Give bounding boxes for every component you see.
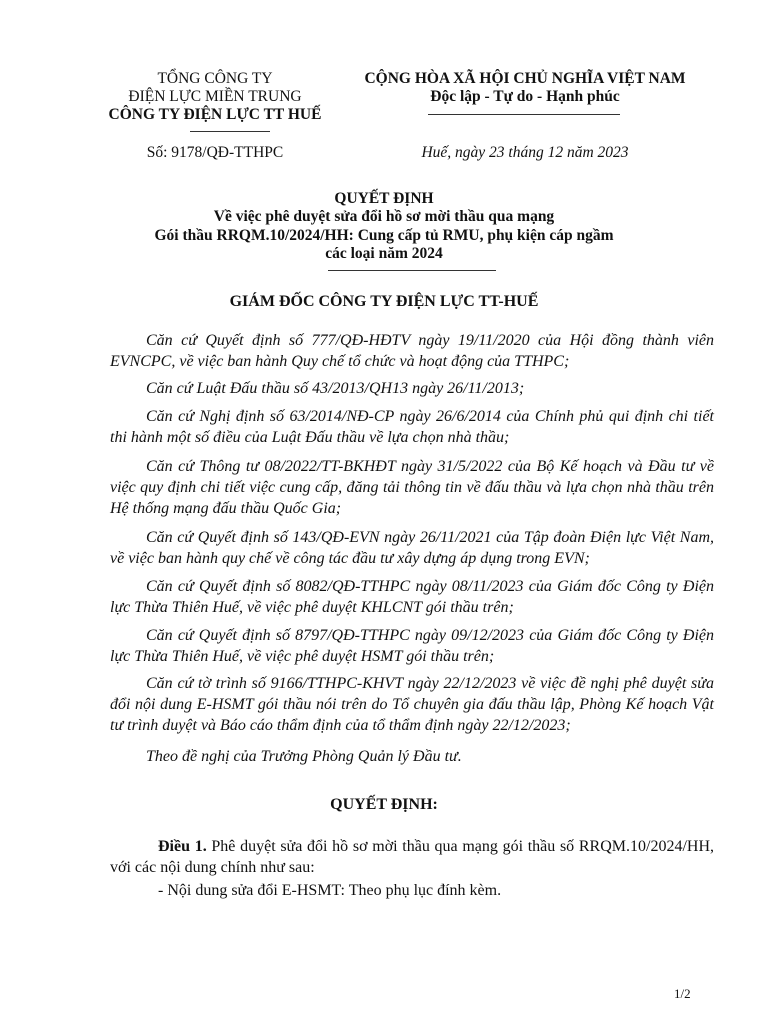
org-parent: TỔNG CÔNG TY bbox=[157, 70, 273, 87]
org-parent-region: ĐIỆN LỰC MIỀN TRUNG bbox=[128, 88, 302, 105]
document-subject-line-2: Gói thầu RRQM.10/2024/HH: Cung cấp tủ RMU, phụ kiện cáp ngầm bbox=[154, 227, 614, 244]
national-title: CỘNG HÒA XÃ HỘI CHỦ NGHĨA VIỆT NAM bbox=[364, 70, 686, 87]
document-number: Số: 9178/QĐ-TTHPC bbox=[146, 144, 284, 161]
national-motto: Độc lập - Tự do - Hạnh phúc bbox=[430, 88, 620, 105]
ground-paragraph: Căn cứ Luật Đấu thầu số 43/2013/QH13 ngày 26/11/2013; bbox=[146, 380, 525, 397]
document-subject-line-1: Về việc phê duyệt sửa đổi hồ sơ mời thầu qua mạng bbox=[213, 208, 555, 225]
title-rule bbox=[328, 270, 496, 271]
article-1-item: - Nội dung sửa đổi E-HSMT: Theo phụ lục đính kèm. bbox=[158, 882, 502, 899]
article-1-label: Điều 1. bbox=[158, 838, 207, 855]
ground-paragraph: Căn cứ Quyết định số 8797/QĐ-TTHPC ngày 09/12/2023 của Giám đốc Công ty Điện lực Thừa Thiên Huế, về việc phê duyệt HSMT gói thầu trên; bbox=[110, 627, 714, 665]
document-title: QUYẾT ĐỊNH bbox=[334, 190, 434, 207]
header-right-rule bbox=[428, 114, 620, 115]
article-1-text: Phê duyệt sửa đổi hồ sơ mời thầu qua mạng gói thầu số RRQM.10/2024/HH, với các nội dung chính như sau: bbox=[110, 838, 715, 876]
header-left-rule bbox=[190, 131, 270, 132]
ground-paragraph: Căn cứ Quyết định số 143/QĐ-EVN ngày 26/11/2021 của Tập đoàn Điện lực Việt Nam, về việc ban hành quy chế về công tác đầu tư xây dựng áp dụng trong EVN; bbox=[110, 529, 714, 567]
ground-paragraph: Căn cứ Thông tư 08/2022/TT-BKHĐT ngày 31/5/2022 của Bộ Kế hoạch và Đầu tư về việc quy định chi tiết việc cung cấp, đăng tải thông tin về đấu thầu và lựa chọn nhà thầu trên Hệ thống mạng đấu thầu Quốc Gia; bbox=[110, 458, 714, 517]
decision-heading: QUYẾT ĐỊNH: bbox=[330, 796, 438, 813]
ground-paragraph: Căn cứ tờ trình số 9166/TTHPC-KHVT ngày 22/12/2023 về việc đề nghị phê duyệt sửa đổi nội dung E-HSMT gói thầu nói trên do Tổ chuyên gia đấu thầu lập, Phòng Kế hoạch Vật tư trình duyệt và Báo cáo thẩm định của tổ thẩm định ngày 22/12/2023; bbox=[110, 675, 714, 734]
document-date: Huế, ngày 23 tháng 12 năm 2023 bbox=[421, 144, 629, 161]
ground-paragraph: Căn cứ Quyết định số 8082/QĐ-TTHPC ngày 08/11/2023 của Giám đốc Công ty Điện lực Thừa Thiên Huế, về việc phê duyệt KHLCNT gói thầu trên; bbox=[110, 578, 714, 616]
org-name: CÔNG TY ĐIỆN LỰC TT HUẾ bbox=[108, 106, 322, 123]
issuing-authority: GIÁM ĐỐC CÔNG TY ĐIỆN LỰC TT-HUẾ bbox=[229, 293, 539, 310]
ground-paragraph: Căn cứ Quyết định số 777/QĐ-HĐTV ngày 19/11/2020 của Hội đồng thành viên EVNCPC, về việc ban hành Quy chế tổ chức và hoạt động của TTHPC; bbox=[110, 332, 714, 370]
page-number: 1/2 bbox=[674, 986, 691, 1001]
document-subject-line-3: các loại năm 2024 bbox=[325, 245, 443, 262]
ground-paragraph: Căn cứ Nghị định số 63/2014/NĐ-CP ngày 26/6/2014 của Chính phủ qui định chi tiết thi hành một số điều của Luật Đấu thầu về lựa chọn nhà thầu; bbox=[110, 408, 714, 446]
article-1 bbox=[110, 836, 714, 878]
ground-paragraph: Theo đề nghị của Trưởng Phòng Quản lý Đầu tư. bbox=[146, 748, 462, 765]
